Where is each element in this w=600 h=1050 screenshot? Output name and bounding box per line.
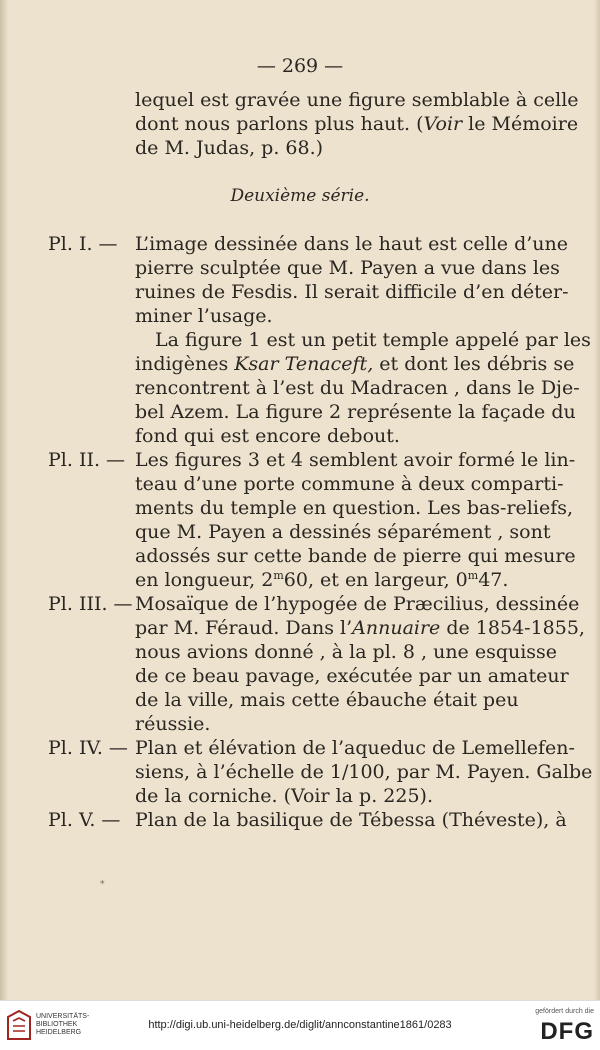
- text-line: dont nous parlons plus haut. (Voir le Mémoire: [135, 113, 579, 135]
- stray-mark: *: [100, 880, 105, 890]
- section-heading: Deuxième série.: [230, 186, 370, 206]
- text-line: siens, à l’échelle de 1/100, par M. Payen. Galbe: [135, 761, 593, 783]
- text-line: que M. Payen a dessinés séparément , sont: [135, 521, 551, 543]
- page-number: — 269 —: [256, 55, 344, 77]
- text-line: ments du temple en question. Les bas-reliefs,: [135, 497, 574, 519]
- text-line: en longueur, 2$^m$60, et en largeur, 0$^m$47.: [135, 569, 509, 591]
- text-line: de la ville, mais cette ébauche était peu: [135, 689, 519, 711]
- text-line: Plan et élévation de l’aqueduc de Lemellefen-: [135, 737, 575, 759]
- text-line: par M. Féraud. Dans l’Annuaire de 1854-1855,: [135, 617, 585, 639]
- plate-label: Pl. IV. —: [48, 737, 128, 759]
- text-line: pierre sculptée que M. Payen a vue dans les: [135, 257, 560, 279]
- plate-label: Pl. V. —: [48, 809, 121, 831]
- text-line: de M. Judas, p. 68.): [135, 137, 324, 159]
- text-line: Plan de la basilique de Tébessa (Théveste), à: [135, 809, 567, 831]
- text-line: ruines de Fesdis. Il serait difficile d’en déter-: [135, 281, 569, 303]
- text-line: fond qui est encore debout.: [135, 425, 400, 447]
- plate-label: Pl. III. —: [48, 593, 133, 615]
- text-line: miner l’usage.: [135, 305, 273, 327]
- text-line: L’image dessinée dans le haut est celle d’une: [135, 233, 568, 255]
- plate-label: Pl. II. —: [48, 449, 126, 471]
- text-line: teau d’une porte commune à deux comparti-: [135, 473, 564, 495]
- text-line: Les figures 3 et 4 semblent avoir formé le lin-: [135, 449, 576, 471]
- text-line: rencontrent à l’est du Madracen , dans le Dje-: [135, 377, 580, 399]
- text-line: bel Azem. La figure 2 représente la façade du: [135, 401, 576, 423]
- page-edge-shadow-left: [0, 0, 8, 1000]
- text-line: de la corniche. (Voir la p. 225).: [135, 785, 433, 807]
- plate-label: Pl. I. —: [48, 233, 118, 255]
- page-edge-shadow-right: [594, 0, 600, 1000]
- text-line: de ce beau pavage, exécutée par un amateur: [135, 665, 569, 687]
- text-line: La figure 1 est un petit temple appelé par les: [155, 329, 591, 351]
- university-library-name[interactable]: UNIVERSITÄTS- BIBLIOTHEK HEIDELBERG: [36, 1013, 90, 1036]
- dfg-logo[interactable]: DFG: [540, 1018, 594, 1045]
- text-line: réussie.: [135, 713, 211, 735]
- viewer-footer: [0, 1000, 600, 1050]
- text-line: adossés sur cette bande de pierre qui mesure: [135, 545, 576, 567]
- text-line: Mosaïque de l’hypogée de Præcilius, dessinée: [135, 593, 580, 615]
- text-line: indigènes Ksar Tenaceft, et dont les débris se: [135, 353, 575, 375]
- text-line: nous avions donné , à la pl. 8 , une esquisse: [135, 641, 558, 663]
- text-line: lequel est gravée une figure semblable à celle: [135, 89, 579, 111]
- sponsor-note: gefördert durch die: [535, 1008, 594, 1015]
- permalink-url[interactable]: http://digi.ub.uni-heidelberg.de/diglit/annconstantine1861/0283: [148, 1019, 452, 1031]
